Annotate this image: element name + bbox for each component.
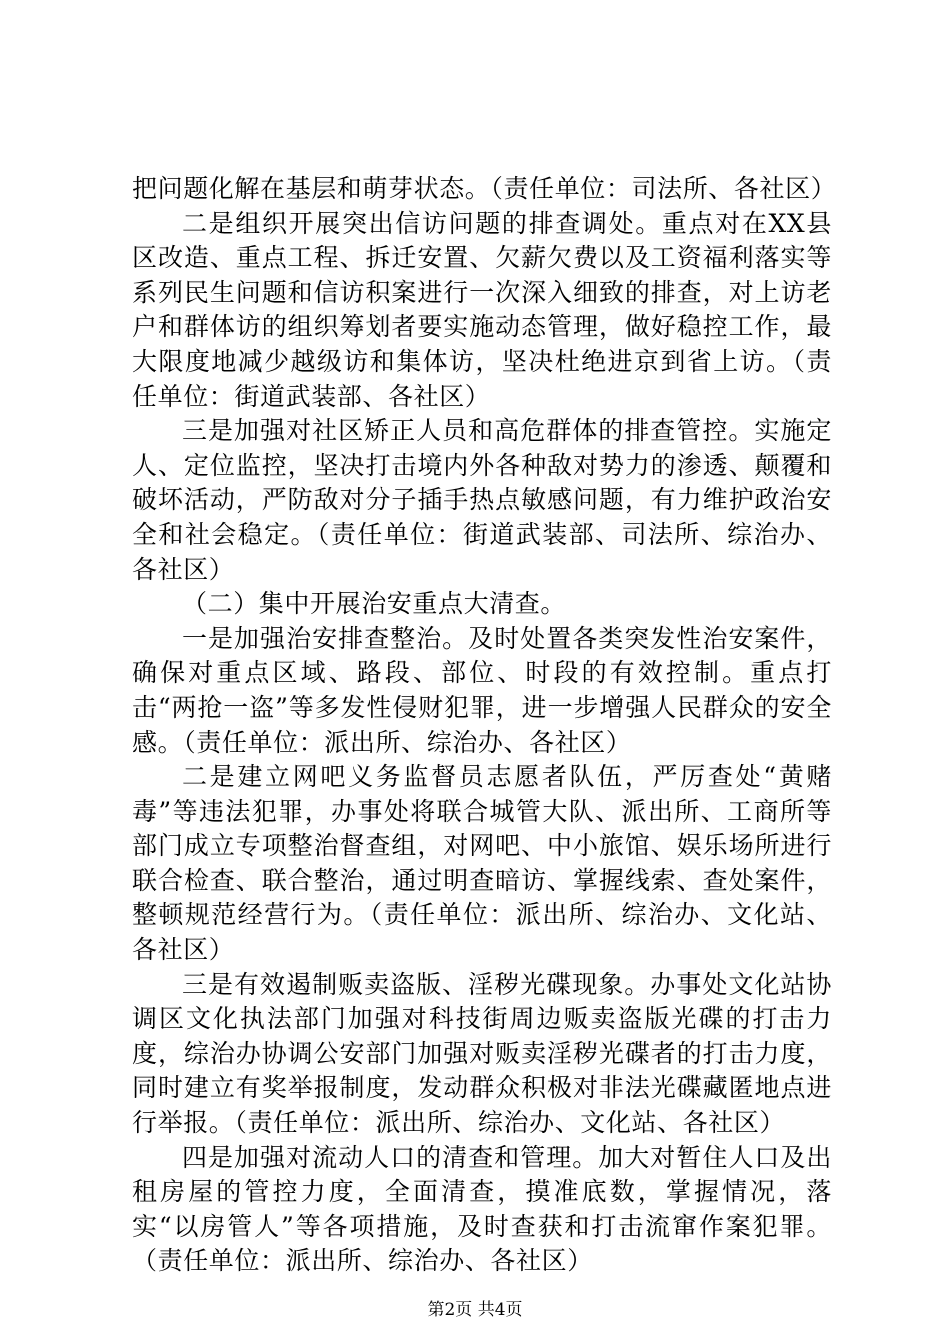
paragraph-8: 四是加强对流动人口的清查和管理。加大对暂住人口及出租房屋的管控力度，全面清查，摸准底数，掌握情况，落实“以房管人”等各项措施，及时查获和打击流窜作案犯罪。（责任单位：派出所、综治办、各社区） [132,1142,832,1276]
paragraph-6: 二是建立网吧义务监督员志愿者队伍，严厉查处“黄赌毒”等违法犯罪，办事处将联合城管大队、派出所、工商所等部门成立专项整治督查组，对网吧、中小旅馆、娱乐场所进行联合检查、联合整治，通过明查暗访、掌握线索、查处案件，整顿规范经营行为。（责任单位：派出所、综治办、文化站、各社区） [132,762,832,965]
paragraph-2: 二是组织开展突出信访问题的排查调处。重点对在XX县区改造、重点工程、拆迁安置、欠薪欠费以及工资福利落实等系列民生问题和信访积案进行一次深入细致的排查，对上访老户和群体访的组织筹划者要实施动态管理，做好稳控工作，最大限度地减少越级访和集体访，坚决杜绝进京到省上访。（责任单位：街道武装部、各社区） [132,208,832,411]
page-number: 第2页 共4页 [427,1300,523,1320]
paragraph-7: 三是有效遏制贩卖盗版、淫秽光碟现象。办事处文化站协调区文化执法部门加强对科技街周边贩卖盗版光碟的打击力度，综治办协调公安部门加强对贩卖淫秽光碟者的打击力度，同时建立有奖举报制度，发动群众积极对非法光碟藏匿地点进行举报。（责任单位：派出所、综治办、文化站、各社区） [132,969,832,1138]
document-body [132,172,837,1279]
page-footer [0,1300,950,1320]
section-heading: （二）集中开展治安重点大清查。 [182,589,567,619]
paragraph-5: 一是加强治安排查整治。及时处置各类突发性治安案件，确保对重点区域、路段、部位、时段的有效控制。重点打击“两抢一盗”等多发性侵财犯罪，进一步增强人民群众的安全感。（责任单位：派出所、综治办、各社区） [132,623,832,757]
paragraph-3: 三是加强对社区矫正人员和高危群体的排查管控。实施定人、定位监控，坚决打击境内外各种敌对势力的渗透、颠覆和破坏活动，严防敌对分子插手热点敏感问题，有力维护政治安全和社会稳定。（责任单位：街道武装部、司法所、综治办、各社区） [132,416,832,584]
paragraph-1: 把问题化解在基层和萌芽状态。（责任单位：司法所、各社区） [132,174,837,203]
